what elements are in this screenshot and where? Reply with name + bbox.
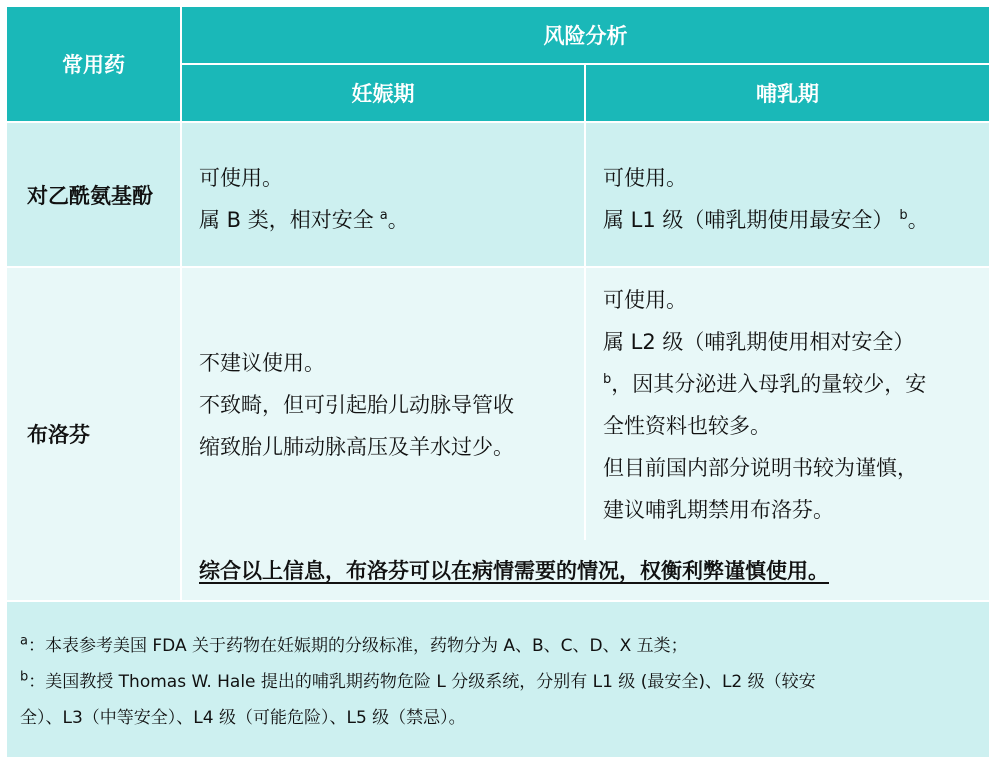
lactation-line: 全性资料也较多。 bbox=[603, 414, 771, 438]
footnote-a-ref: a bbox=[379, 208, 388, 223]
summary-text: 综合以上信息，布洛芬可以在病情需要的情况，权衡利弊谨慎使用。 bbox=[199, 559, 829, 583]
drug-name: 对乙酰氨基酚 bbox=[27, 183, 153, 208]
lactation-line: 建议哺乳期禁用布洛芬。 bbox=[603, 498, 834, 522]
summary-cell bbox=[182, 540, 989, 600]
header-pregnancy-label: 妊娠期 bbox=[351, 82, 415, 106]
header-risk-analysis bbox=[182, 7, 989, 63]
row1-pregnancy-cell bbox=[182, 123, 584, 266]
header-drug-col bbox=[7, 7, 180, 121]
footnote-b-ref: b bbox=[899, 208, 908, 223]
header-pregnancy bbox=[182, 65, 584, 121]
row-drug-acetaminophen bbox=[7, 123, 180, 266]
header-lactation bbox=[586, 65, 989, 121]
pregnancy-line: 不致畸，但可引起胎儿动脉导管收 bbox=[199, 393, 514, 417]
footnote-b-ref: b bbox=[603, 372, 612, 387]
lactation-line: $^b$，因其分泌进入母乳的量较少，安 bbox=[603, 372, 927, 396]
header-risk-label: 风险分析 bbox=[543, 24, 628, 48]
lactation-line: 但目前国内部分说明书较为谨慎， bbox=[603, 456, 918, 480]
footnote-b-cont: 全）、L3（中等安全）、L4 级（可能危险）、L5 级（禁忌）。 bbox=[20, 708, 466, 728]
pregnancy-line: 缩致胎儿肺动脉高压及羊水过少。 bbox=[199, 435, 514, 459]
pregnancy-line: 不建议使用。 bbox=[199, 351, 325, 375]
row-drug-ibuprofen bbox=[7, 268, 180, 600]
footnote-b: $^b$：美国教授 Thomas W. Hale 提出的哺乳期药物危险 L 分级系统，分别有 L1 级 (最安全)、L2 级（较安 bbox=[20, 669, 816, 692]
lactation-line: 属 L1 级（哺乳期使用最安全） $^b$。 bbox=[603, 208, 929, 232]
header-drug-label: 常用药 bbox=[62, 53, 125, 77]
lactation-line: 属 L2 级（哺乳期使用相对安全） bbox=[603, 330, 915, 354]
row2-lactation-cell bbox=[586, 268, 989, 540]
pregnancy-line: 属 B 类，相对安全 $^a$。 bbox=[199, 208, 409, 232]
drug-name: 布洛芬 bbox=[27, 423, 90, 447]
footnotes-panel bbox=[7, 602, 989, 757]
lactation-line: 可使用。 bbox=[603, 288, 687, 312]
lactation-line: 可使用。 bbox=[603, 166, 687, 190]
pregnancy-line: 可使用。 bbox=[199, 166, 283, 190]
header-lactation-label: 哺乳期 bbox=[756, 82, 819, 106]
row1-lactation-cell bbox=[586, 123, 989, 266]
footnote-a: $^a$：本表参考美国 FDA 关于药物在妊娠期的分级标准，药物分为 A、B、C、D、X 五类； bbox=[20, 633, 688, 656]
row2-pregnancy-cell bbox=[182, 268, 584, 540]
